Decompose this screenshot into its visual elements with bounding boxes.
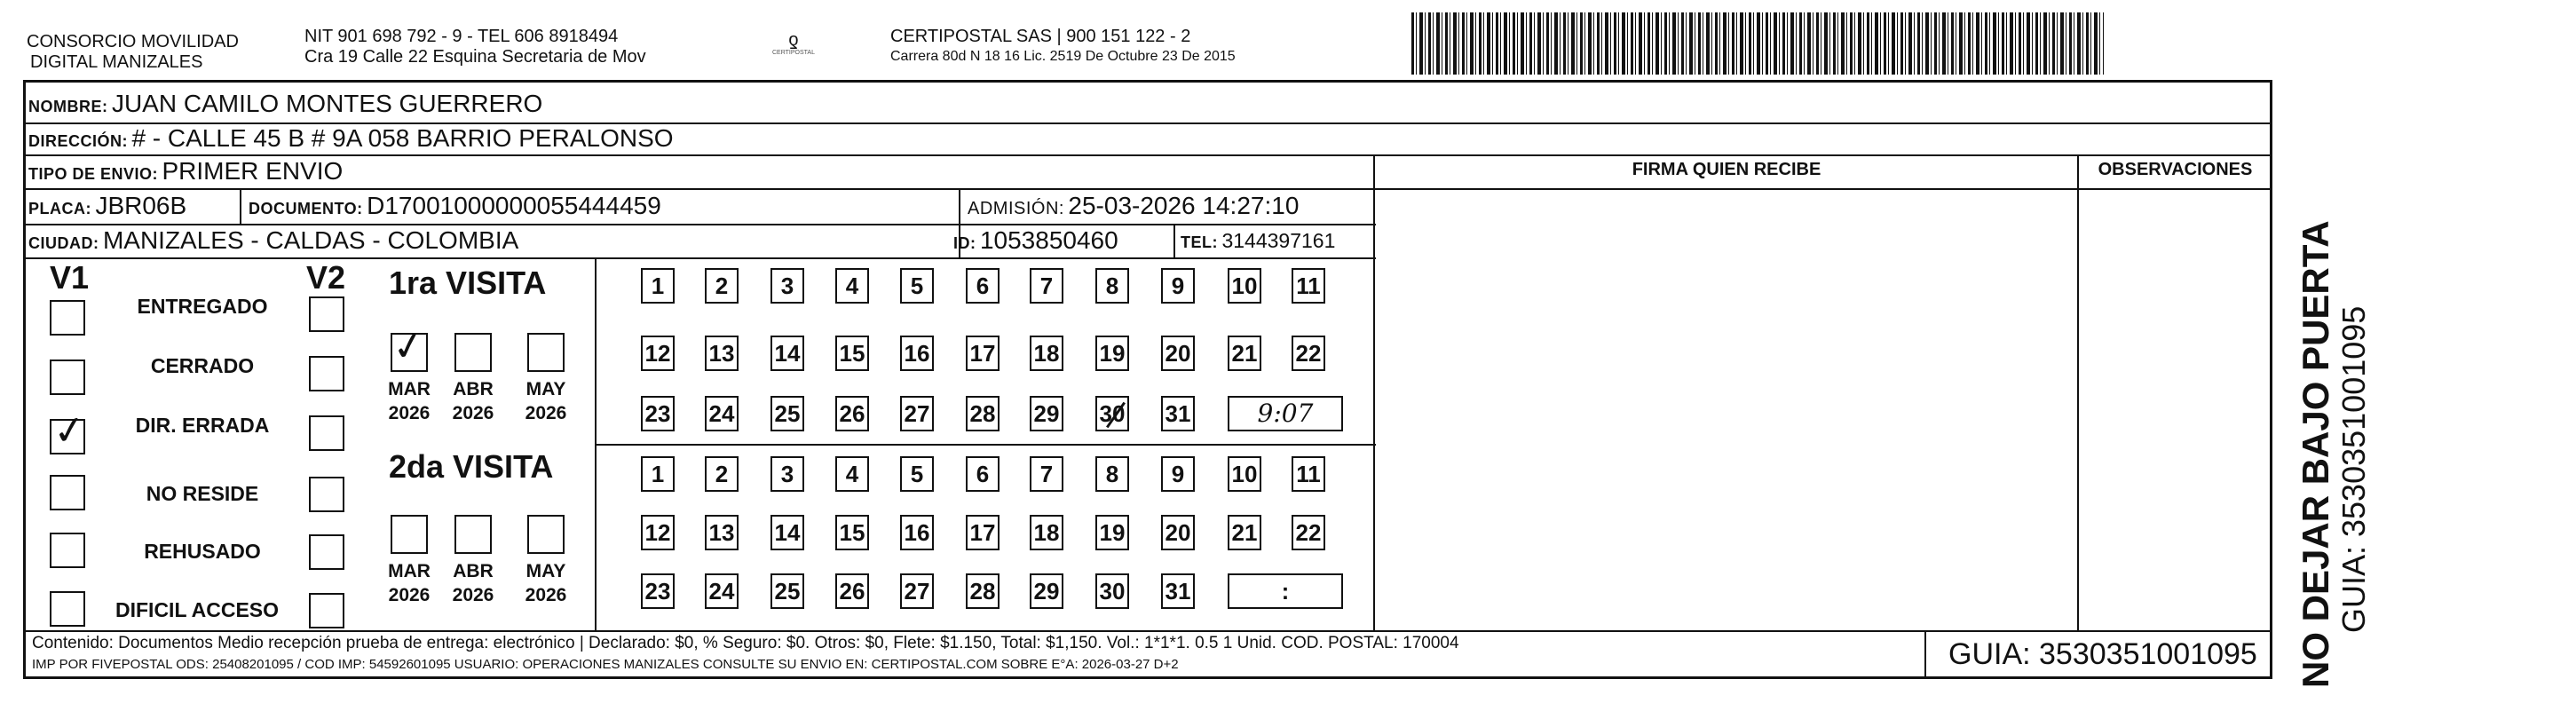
observaciones-heading: OBSERVACIONES <box>2098 160 2253 179</box>
tel-label: TEL: <box>1181 233 1218 251</box>
direccion-row <box>28 123 674 158</box>
day-box[interactable]: 6 <box>966 456 1000 492</box>
firma-heading: FIRMA QUIEN RECIBE <box>1632 160 1821 179</box>
v1-checkbox[interactable] <box>50 475 85 510</box>
v1-checkbox[interactable] <box>50 591 85 627</box>
month-label: ABR 2026 <box>452 379 494 423</box>
day-box[interactable]: 28 <box>966 396 1000 431</box>
day-box[interactable]: 14 <box>770 336 804 371</box>
day-box[interactable]: 31 <box>1161 396 1195 431</box>
v2-checkbox[interactable] <box>309 477 344 512</box>
month-checkbox-may[interactable] <box>527 333 565 372</box>
day-box[interactable]: 17 <box>966 336 1000 371</box>
tel-value: 3144397161 <box>1221 229 1336 252</box>
placa-row <box>28 191 186 225</box>
day-box[interactable]: 9 <box>1161 456 1195 492</box>
check-mark-icon: ✓ <box>388 322 429 371</box>
day-box[interactable]: 26 <box>835 573 869 609</box>
day-box[interactable]: 6 <box>966 268 1000 304</box>
month-label: MAY 2026 <box>525 379 567 423</box>
status-label: DIFICIL ACCESO <box>115 598 280 621</box>
day-box[interactable]: 2 <box>705 268 739 304</box>
day-box[interactable]: 18 <box>1030 336 1063 371</box>
day-box[interactable]: 25 <box>770 396 804 431</box>
direccion-value: # - CALLE 45 B # 9A 058 BARRIO PERALONSO <box>131 124 674 152</box>
day-box[interactable]: 21 <box>1228 336 1261 371</box>
first-visit-title: 1ra VISITA <box>389 265 547 301</box>
day-box[interactable]: 19 <box>1095 515 1129 550</box>
month-label: MAY 2026 <box>525 561 567 605</box>
admision-row <box>968 191 1299 225</box>
day-box[interactable]: 12 <box>641 336 675 371</box>
carrier-license: Carrera 80d N 18 16 Lic. 2519 De Octubre 23 De 2015 <box>890 49 1236 64</box>
month-label: ABR 2026 <box>452 561 494 605</box>
status-label: REHUSADO <box>144 540 261 563</box>
day-box[interactable]: 23 <box>641 396 675 431</box>
tipo-envio-row <box>28 156 343 191</box>
day-box[interactable]: 20 <box>1161 515 1195 550</box>
ciudad-row <box>28 225 518 260</box>
day-box[interactable]: 12 <box>641 515 675 550</box>
day-box[interactable]: 8 <box>1095 268 1129 304</box>
v1-heading: V1 <box>50 259 90 296</box>
side-instruction: NO DEJAR BAJO PUERTA <box>2295 220 2336 688</box>
day-box[interactable]: 27 <box>900 396 934 431</box>
month-checkbox-mar[interactable] <box>388 322 429 372</box>
nombre-label: NOMBRE: <box>28 98 108 115</box>
admision-value: 25-03-2026 14:27:10 <box>1068 192 1300 219</box>
day-box[interactable]: 7 <box>1030 268 1063 304</box>
documento-row <box>249 191 661 225</box>
v2-heading: V2 <box>306 259 346 296</box>
month-label: MAR 2026 <box>388 379 431 423</box>
day-box[interactable]: 23 <box>641 573 675 609</box>
footer-print-info: IMP POR FIVEPOSTAL ODS: 25408201095 / COD IMP: 54592601095 USUARIO: OPERACIONES MANIZALES CONSULTE SU ENVIO EN: CERTIPOSTAL.COM SOBRE E°A: 2026-03-27 D+2 <box>32 657 1179 672</box>
day-box[interactable]: 4 <box>835 456 869 492</box>
day-box[interactable]: 10 <box>1228 268 1261 304</box>
day-box[interactable]: 19 <box>1095 336 1129 371</box>
ciudad-label: CIUDAD: <box>28 234 99 252</box>
carrier-logo-caption: CERTIPOSTAL <box>772 50 815 56</box>
status-label: CERRADO <box>150 354 255 377</box>
footer-guia: GUIA: 3530351001095 <box>1948 637 2257 671</box>
status-label: DIR. ERRADA <box>135 414 270 437</box>
v2-checkbox[interactable] <box>309 415 344 451</box>
documento-label: DOCUMENTO: <box>249 200 363 217</box>
carrier-logo <box>770 30 817 56</box>
v2-checkbox[interactable] <box>309 534 344 570</box>
month-checkbox-may[interactable] <box>527 515 565 554</box>
day-box[interactable]: 30 <box>1095 573 1129 609</box>
id-row <box>953 225 1118 260</box>
day-box[interactable]: 31 <box>1161 573 1195 609</box>
v2-checkbox[interactable] <box>309 296 344 332</box>
day-box[interactable]: 29 <box>1030 396 1063 431</box>
day-box[interactable]: 3 <box>770 456 804 492</box>
day-box[interactable]: 13 <box>705 515 739 550</box>
v1-checkbox[interactable] <box>50 360 85 395</box>
carrier-info <box>890 27 1236 67</box>
carrier-logo-icon: ƍ <box>788 30 799 50</box>
day-box[interactable]: 11 <box>1292 268 1325 304</box>
time-box[interactable]: 9:07 <box>1228 396 1343 431</box>
day-box[interactable]: 16 <box>900 336 934 371</box>
day-box[interactable]: 13 <box>705 336 739 371</box>
tel-row <box>1181 225 1335 259</box>
month-checkbox-abr[interactable] <box>454 333 492 372</box>
placa-label: PLACA: <box>28 200 91 217</box>
placa-value: JBR06B <box>95 192 187 219</box>
day-box[interactable]: 11 <box>1292 456 1325 492</box>
company-name <box>27 32 239 73</box>
nombre-value: JUAN CAMILO MONTES GUERRERO <box>111 90 543 117</box>
day-box[interactable]: 27 <box>900 573 934 609</box>
day-box[interactable]: 25 <box>770 573 804 609</box>
id-value: 1053850460 <box>979 226 1118 254</box>
side-text <box>2295 220 2371 688</box>
day-box[interactable]: 9 <box>1161 268 1195 304</box>
company-nit: NIT 901 698 792 - 9 - TEL 606 8918494 <box>304 27 619 46</box>
company-address: Cra 19 Calle 22 Esquina Secretaria de Mov <box>304 47 646 67</box>
status-label: ENTREGADO <box>137 295 268 318</box>
v2-checkbox[interactable] <box>309 356 344 391</box>
day-box[interactable]: 21 <box>1228 515 1261 550</box>
documento-value: D17001000000055444459 <box>367 192 661 219</box>
status-label: NO RESIDE <box>146 482 259 505</box>
day-box[interactable]: 1 <box>641 456 675 492</box>
day-box[interactable]: 5 <box>900 268 934 304</box>
day-box[interactable]: 3 <box>770 268 804 304</box>
direccion-label: DIRECCIÓN: <box>28 132 128 150</box>
month-label: MAR 2026 <box>388 561 431 605</box>
ciudad-value: MANIZALES - CALDAS - COLOMBIA <box>102 226 519 254</box>
v1-checkbox[interactable] <box>50 407 90 455</box>
day-box[interactable]: 4 <box>835 268 869 304</box>
tipo-envio-label: TIPO DE ENVIO: <box>28 165 159 183</box>
v2-checkbox[interactable] <box>309 593 344 628</box>
check-mark-icon: ✓ <box>50 407 90 455</box>
day-box[interactable]: 24 <box>705 573 739 609</box>
side-guia: GUIA: 3530351001095 <box>2335 305 2372 633</box>
footer-content: Contenido: Documentos Medio recepción prueba de entrega: electrónico | Declarado: $0, % Seguro: $0. Otros: $0, Flete: $1.150, Total: $1,150. Vol.: 1*1*1. 0.5 1 Unid. COD. POSTAL: 170004 <box>32 634 1459 652</box>
day-box[interactable]: 26 <box>835 396 869 431</box>
day-box[interactable]: 14 <box>770 515 804 550</box>
day-box[interactable]: 24 <box>705 396 739 431</box>
day-box[interactable]: 30 <box>1095 396 1129 431</box>
day-box[interactable]: 18 <box>1030 515 1063 550</box>
day-box[interactable]: 7 <box>1030 456 1063 492</box>
day-box[interactable]: 28 <box>966 573 1000 609</box>
day-box[interactable]: 17 <box>966 515 1000 550</box>
company-name-line2: DIGITAL MANIZALES <box>30 52 203 72</box>
month-checkbox-mar[interactable] <box>391 515 428 554</box>
month-checkbox-abr[interactable] <box>454 515 492 554</box>
second-visit-title: 2da VISITA <box>389 448 554 485</box>
nombre-row <box>28 89 542 123</box>
id-label: ID: <box>953 234 976 252</box>
day-box[interactable]: 20 <box>1161 336 1195 371</box>
day-box[interactable]: 5 <box>900 456 934 492</box>
day-box[interactable]: 29 <box>1030 573 1063 609</box>
day-box[interactable]: 15 <box>835 515 869 550</box>
company-info <box>304 27 646 67</box>
barcode <box>1411 12 2104 75</box>
v1-checkbox[interactable] <box>50 300 85 336</box>
day-box[interactable]: 8 <box>1095 456 1129 492</box>
strike-mark-icon <box>1106 402 1126 429</box>
day-box[interactable]: 1 <box>641 268 675 304</box>
carrier-name: CERTIPOSTAL SAS | 900 151 122 - 2 <box>890 27 1191 46</box>
day-box[interactable]: 22 <box>1292 336 1325 371</box>
day-box[interactable]: 2 <box>705 456 739 492</box>
day-box[interactable]: 16 <box>900 515 934 550</box>
v1-checkbox[interactable] <box>50 533 85 568</box>
day-box[interactable]: 15 <box>835 336 869 371</box>
day-box[interactable]: 22 <box>1292 515 1325 550</box>
day-box[interactable]: 10 <box>1228 456 1261 492</box>
tipo-envio-value: PRIMER ENVIO <box>162 157 344 185</box>
time-box[interactable]: : <box>1228 573 1343 609</box>
company-name-line1: CONSORCIO MOVILIDAD <box>27 32 239 51</box>
admision-label: ADMISIÓN: <box>968 199 1064 218</box>
